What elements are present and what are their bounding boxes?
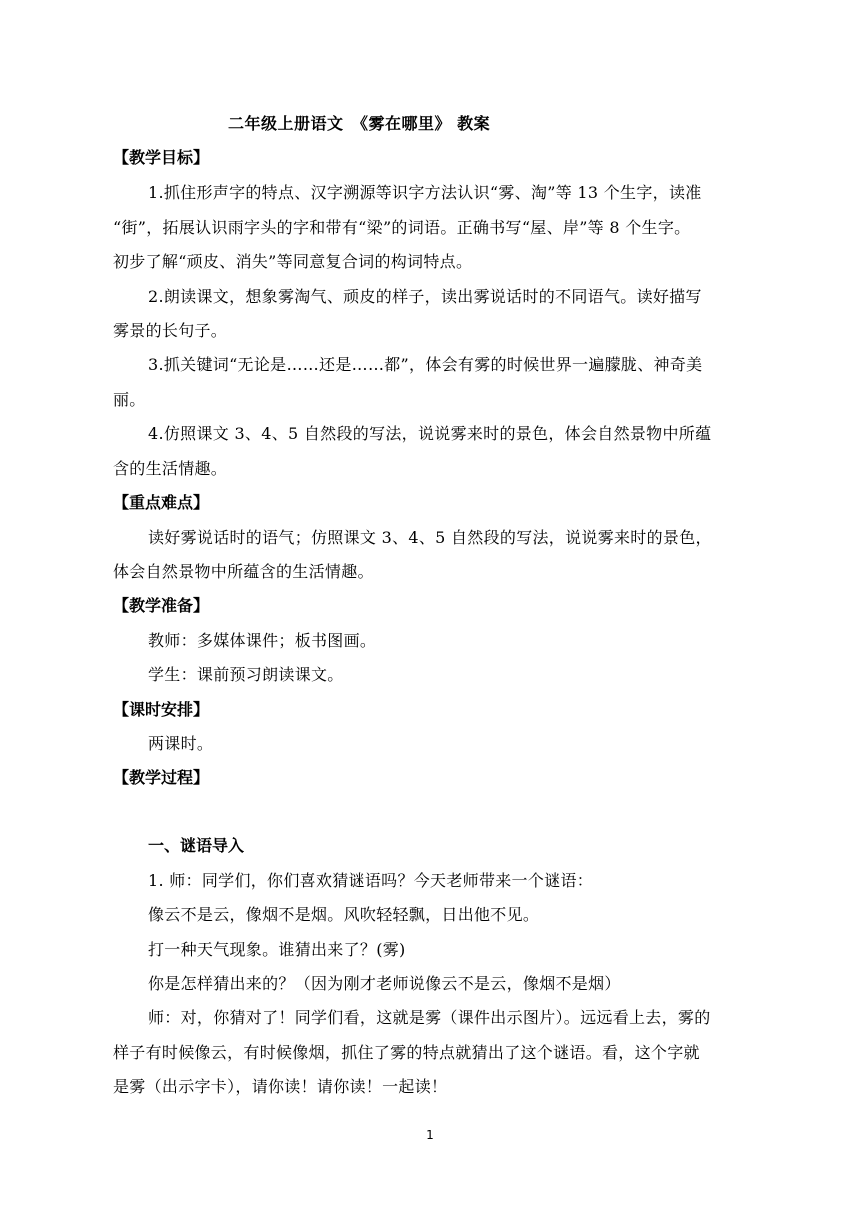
goals-line: “街”，拓展认识雨字头的字和带有“梁”的词语。正确书写“屋、岸”等 8 个生字。 [113, 218, 691, 237]
key-points-line: 读好雾说话时的语气；仿照课文 3、4、5 自然段的写法，说说雾来时的景色， [148, 528, 712, 547]
preparation-line: 学生：课前预习朗读课文。 [148, 665, 344, 684]
process-line: 你是怎样猜出来的？（因为刚才老师说像云不是云，像烟不是烟） [148, 974, 621, 993]
process-line: 师：对，你猜对了！同学们看，这就是雾（课件出示图片）。远远看上去，雾的 [148, 1008, 711, 1027]
goals-line: 4.仿照课文 3、4、5 自然段的写法，说说雾来时的景色，体会自然景物中所蕴 [148, 424, 712, 443]
goals-line: 3.抓关键词“无论是……还是……都”，体会有雾的时候世界一遍朦胧、神奇美 [148, 355, 703, 374]
process-line: 1. 师：同学们，你们喜欢猜谜语吗？今天老师带来一个谜语： [148, 871, 594, 890]
goals-line: 1.抓住形声字的特点、汉字溯源等识字方法认识“雾、淘”等 13 个生字，读准 [148, 183, 702, 202]
section-heading-goals: 【教学目标】 [113, 148, 210, 167]
process-line: 样子有时候像云，有时候像烟，抓住了雾的特点就猜出了这个谜语。看，这个字就 [113, 1043, 700, 1062]
key-points-line: 体会自然景物中所蕴含的生活情趣。 [113, 562, 374, 581]
process-line: 像云不是云，像烟不是烟。风吹轻轻飘，日出他不见。 [148, 905, 540, 924]
schedule-line: 两课时。 [148, 734, 214, 753]
goals-line: 雾景的长句子。 [113, 321, 228, 340]
section-heading-process: 【教学过程】 [113, 768, 210, 787]
goals-line: 丽。 [113, 390, 146, 409]
process-line: 是雾（出示字卡），请你读！请你读！一起读！ [113, 1077, 448, 1096]
preparation-line: 教师：多媒体课件；板书图画。 [148, 631, 377, 650]
document-title: 二年级上册语文 《雾在哪里》 教案 [228, 114, 491, 133]
goals-line: 2.朗读课文，想象雾淘气、顽皮的样子，读出雾说话时的不同语气。读好描写 [148, 287, 702, 306]
page-number: 1 [426, 1128, 434, 1142]
process-subheading: 一、谜语导入 [148, 836, 245, 855]
goals-line: 含的生活情趣。 [113, 459, 228, 478]
section-heading-schedule: 【课时安排】 [113, 700, 210, 719]
section-heading-key-points: 【重点难点】 [113, 493, 210, 512]
goals-line: 初步了解“顽皮、消失”等同意复合词的构词特点。 [113, 252, 473, 271]
process-line: 打一种天气现象。谁猜出来了？(雾) [148, 940, 406, 959]
section-heading-preparation: 【教学准备】 [113, 596, 210, 615]
